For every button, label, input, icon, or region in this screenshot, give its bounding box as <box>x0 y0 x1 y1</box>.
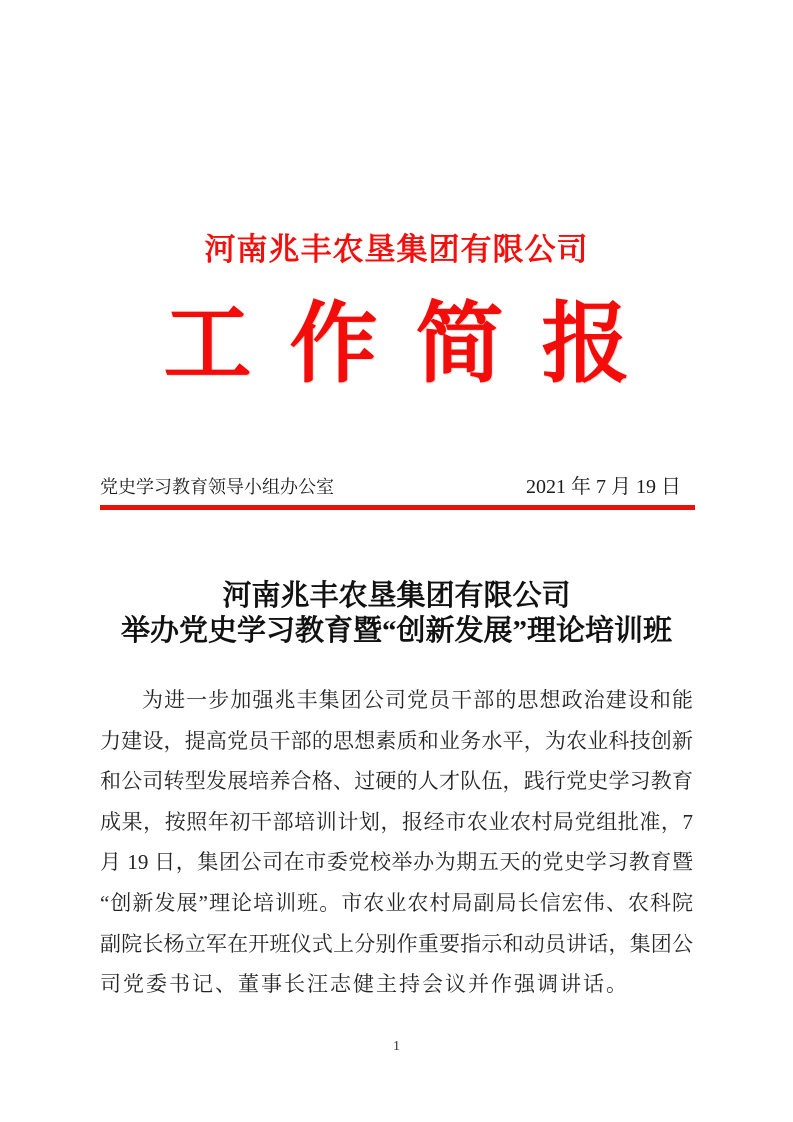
body-line: 力建设，提高党员干部的思想素质和业务水平，为农业科技创新 <box>100 728 693 753</box>
issue-date: 2021 年 7 月 19 日 <box>526 476 681 498</box>
article-title-line-1: 河南兆丰农垦集团有限公司 <box>222 580 571 612</box>
body-line: 司党委书记、董事长汪志健主持会议并作强调讲话。 <box>100 972 629 997</box>
red-divider-rule <box>100 505 695 510</box>
body-line: “创新发展”理论培训班。市农业农村局副局长信宏伟、农科院 <box>100 890 693 915</box>
body-line: 成果，按照年初干部培训计划，报经市农业农村局党组批准，7 <box>100 809 693 834</box>
body-line: 为进一步加强兆丰集团公司党员干部的思想政治建设和能 <box>142 688 693 712</box>
page-number: 1 <box>393 1039 400 1054</box>
article-title <box>0 579 793 649</box>
article-title-line-2: 举办党史学习教育暨“创新发展”理论培训班 <box>120 615 672 647</box>
company-name-title: 河南兆丰农垦集团有限公司 <box>204 232 589 267</box>
masthead-title: 工作简报 <box>163 297 668 394</box>
issuer-row <box>100 470 693 499</box>
issuer-office-label: 党史学习教育领导小组办公室 <box>100 477 334 497</box>
article-body <box>100 680 693 1005</box>
body-line: 和公司转型发展培养合格、过硬的人才队伍，践行党史学习教育 <box>100 769 693 794</box>
body-line: 月 19 日，集团公司在市委党校举办为期五天的党史学习教育暨 <box>100 850 693 875</box>
body-line: 副院长杨立军在开班仪式上分别作重要指示和动员讲话，集团公 <box>100 931 693 956</box>
